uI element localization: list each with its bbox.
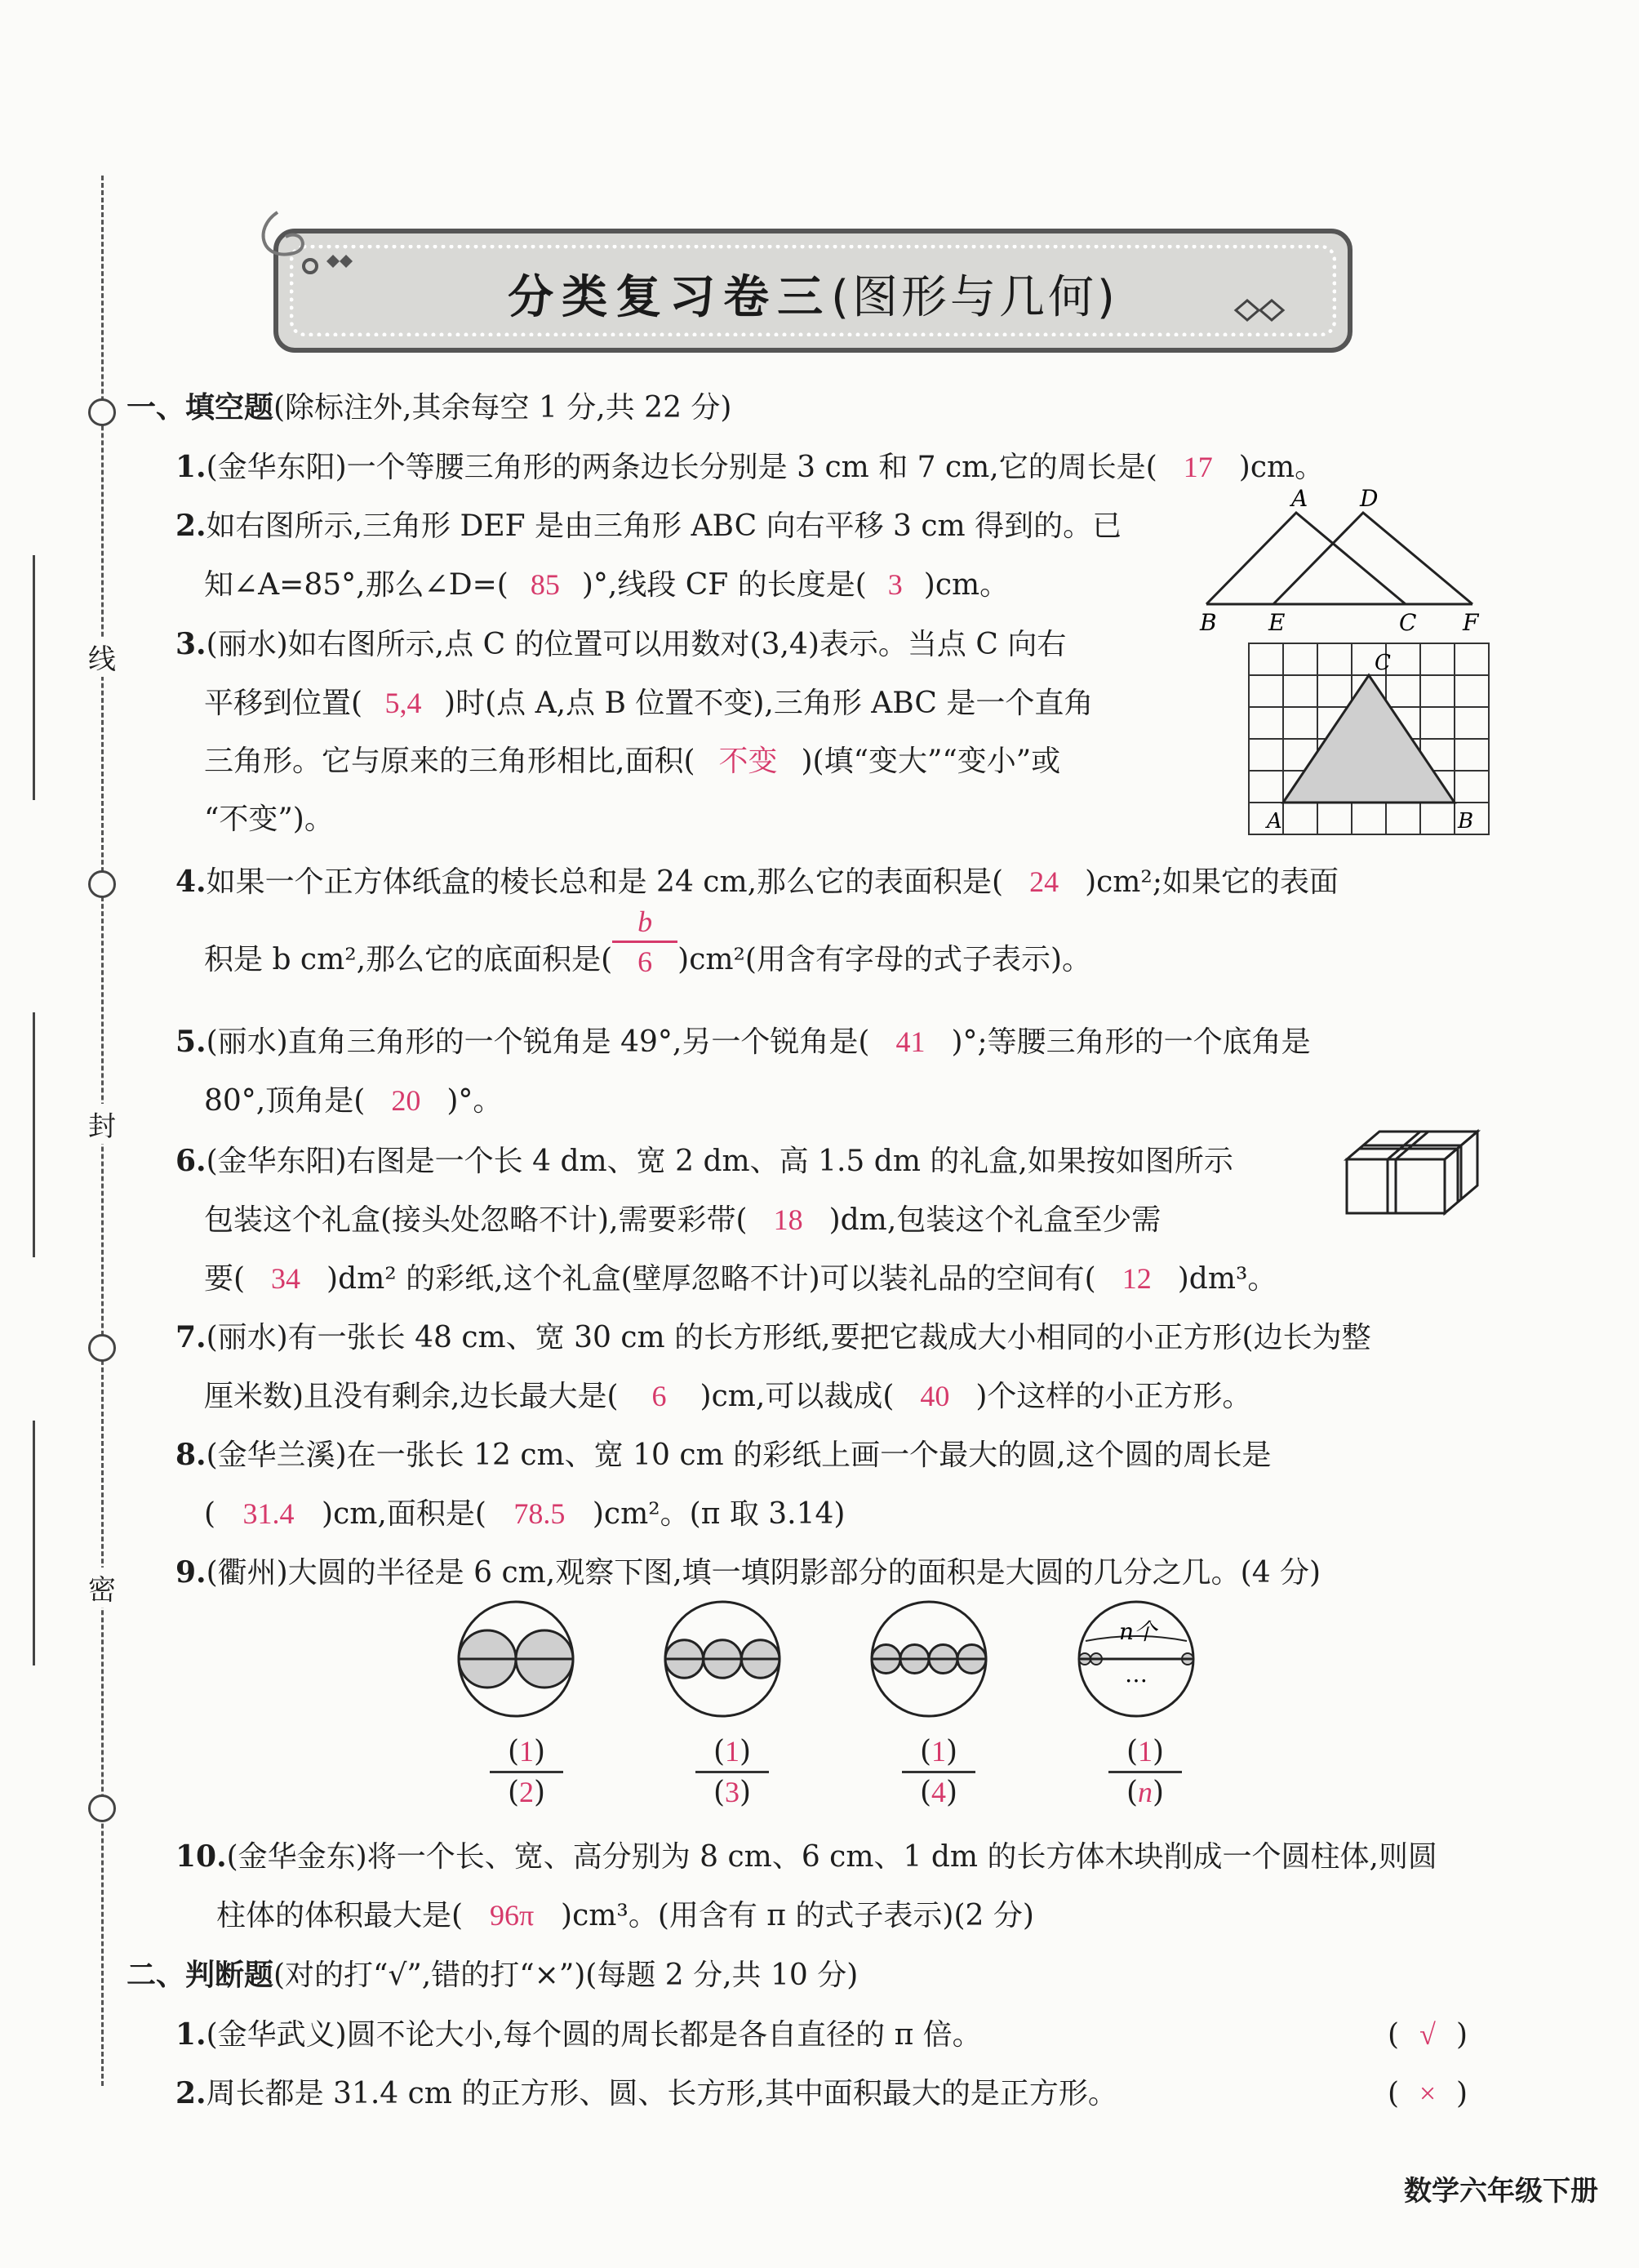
question-6-line2: 包装这个礼盒(接头处忽略不计),需要彩带( 18 )dm,包装这个礼盒至少需 [204,1200,1161,1240]
question-6-line3: 要( 34 )dm² 的彩纸,这个礼盒(壁厚忽略不计)可以装礼品的空间有( 12 )dm³。 [204,1259,1277,1299]
answer-fraction-1: $\frac{(1)}{(2)}$ [490,1732,563,1812]
label-A: A [1267,809,1282,834]
label-B: B [1458,809,1474,834]
circle-figure-2 [665,1602,780,1716]
margin-blank-line [33,1421,35,1665]
question-8: 8.(金华兰溪)在一张长 12 cm、宽 10 cm 的彩纸上画一个最大的圆,这个圆的周长是 [175,1438,1272,1472]
circle-figures [457,1600,1241,1723]
section-2-heading: 二、判断题(对的打“√”,错的打“×”)(每题 2 分,共 10 分) [127,1959,859,1992]
answer-blank: 不变 [718,745,778,777]
question-4-line2: 积是 b cm²,那么它的底面积是( $\frac{b}{6}$ )cm²(用含有字母的式子表示)。 [204,941,1091,981]
answer-blank: 96π [489,1899,535,1932]
question-2-line2: 知∠A=85°,那么∠D=( 85 )°,线段 CF 的长度是( 3 )cm。 [204,565,1009,605]
question-5: 5.(丽水)直角三角形的一个锐角是 49°,另一个锐角是( 41 )°;等腰三角形的一个底角是 [175,1022,1311,1062]
question-8-line2: ( 31.4 )cm,面积是( 78.5 )cm²。(π 取 3.14) [204,1494,845,1534]
label-C: C [1375,651,1391,675]
question-10: 10.(金华金东)将一个长、宽、高分别为 8 cm、6 cm、1 dm 的长方体木块削成一个圆柱体,则圆 [175,1839,1437,1874]
label-B: B [1200,609,1217,636]
binding-hole [88,1794,116,1822]
answer-blank: 5,4 [384,687,422,719]
question-5-line2: 80°,顶角是( 20 )°。 [204,1081,502,1121]
answer-fraction-4: $\frac{(1)}{(n)}$ [1108,1732,1182,1812]
label-E: E [1268,609,1286,636]
answer-fraction-3: $\frac{(1)}{(4)}$ [902,1732,975,1812]
label-A: A [1291,485,1308,512]
answer-blank: 12 [1122,1262,1152,1295]
judge-answer-2: ( × ) [1388,2077,1468,2110]
question-7: 7.(丽水)有一张长 48 cm、宽 30 cm 的长方形纸,要把它裁成大小相同的小正方形(边长为整 [175,1320,1371,1354]
bow-decoration [1233,294,1290,327]
margin-blank-line [33,555,35,800]
question-9: 9.(衢州)大圆的半径是 6 cm,观察下图,填一填阴影部分的面积是大圆的几分之几。(4 分) [175,1555,1321,1590]
answer-fraction-2: $\frac{(1)}{(3)}$ [695,1732,769,1812]
n-count-label: n个 [1118,1618,1157,1645]
judge-answer-1: ( √ ) [1388,2018,1468,2052]
answer-blank: 20 [391,1084,421,1117]
question-7-line2: 厘米数)且没有剩余,边长最大是( 6 )cm,可以裁成( 40 )个这样的小正方形。 [204,1376,1251,1416]
label-F: F [1463,609,1479,636]
answer-blank: 78.5 [513,1497,566,1530]
seal-char-secret: 密 [88,1568,116,1608]
answer-blank: 41 [895,1025,926,1058]
answer-fraction: $\frac{b}{6}$ [612,903,677,981]
translation-triangles-figure [1200,485,1486,637]
question-3-line4: “不变”)。 [204,803,334,836]
question-6: 6.(金华东阳)右图是一个长 4 dm、宽 2 dm、高 1.5 dm 的礼盒,如果按如图所示 [175,1144,1233,1178]
section-1-heading: 一、填空题(除标注外,其余每空 1 分,共 22 分) [127,391,732,425]
answer-blank: 18 [773,1203,803,1236]
grid-triangle-figure [1249,643,1494,839]
binding-hole [88,870,116,898]
answer-blank: 3 [887,568,903,601]
footer-book-label: 数学六年级下册 [1404,2175,1598,2208]
answer-blank: 17 [1183,451,1213,483]
binding-hole [88,398,116,426]
answer-blank: 85 [530,568,560,601]
question-10-line2: 柱体的体积最大是( 96π )cm³。(用含有 π 的式子表示)(2 分) [216,1896,1034,1936]
gift-box-figure [1339,1127,1486,1225]
question-3-line3: 三角形。它与原来的三角形相比,面积( 不变 )(填“变大”“变小”或 [204,741,1060,781]
margin-blank-line [33,1012,35,1257]
binding-hole [88,1334,116,1362]
label-D: D [1360,485,1379,512]
answer-blank: 24 [1029,865,1059,898]
circle-figure-4 [1079,1602,1193,1716]
seal-char-line: 线 [88,637,116,677]
circle-figure-1 [459,1602,573,1716]
circle-figure-3 [872,1602,986,1716]
answer-blank: 6 [651,1380,667,1412]
answer-blank: 40 [920,1380,950,1412]
ribbon-decoration [245,196,343,294]
seal-char-seal: 封 [88,1104,116,1144]
title-banner [273,229,1353,353]
question-1: 1.(金华东阳)一个等腰三角形的两条边长分别是 3 cm 和 7 cm,它的周长是( 17 )cm。 [175,447,1324,487]
label-C: C [1399,609,1417,636]
question-4: 4.如果一个正方体纸盒的棱长总和是 24 cm,那么它的表面积是( 24 )cm²;如果它的表面 [175,862,1339,902]
question-2: 2.如右图所示,三角形 DEF 是由三角形 ABC 向右平移 3 cm 得到的。已 [175,509,1122,543]
question-3-line2: 平移到位置( 5,4 )时(点 A,点 B 位置不变),三角形 ABC 是一个直角 [204,683,1093,723]
judge-question-2: 2.周长都是 31.4 cm 的正方形、圆、长方形,其中面积最大的是正方形。 [175,2076,1117,2110]
ellipsis: … [1125,1661,1148,1688]
question-3: 3.(丽水)如右图所示,点 C 的位置可以用数对(3,4)表示。当点 C 向右 [175,627,1067,661]
judge-question-1: 1.(金华武义)圆不论大小,每个圆的周长都是各自直径的 π 倍。 [175,2017,982,2052]
page-title: 分类复习卷三(图形与几何) [508,271,1118,324]
answer-blank: 31.4 [242,1497,295,1530]
answer-blank: 34 [271,1262,301,1295]
